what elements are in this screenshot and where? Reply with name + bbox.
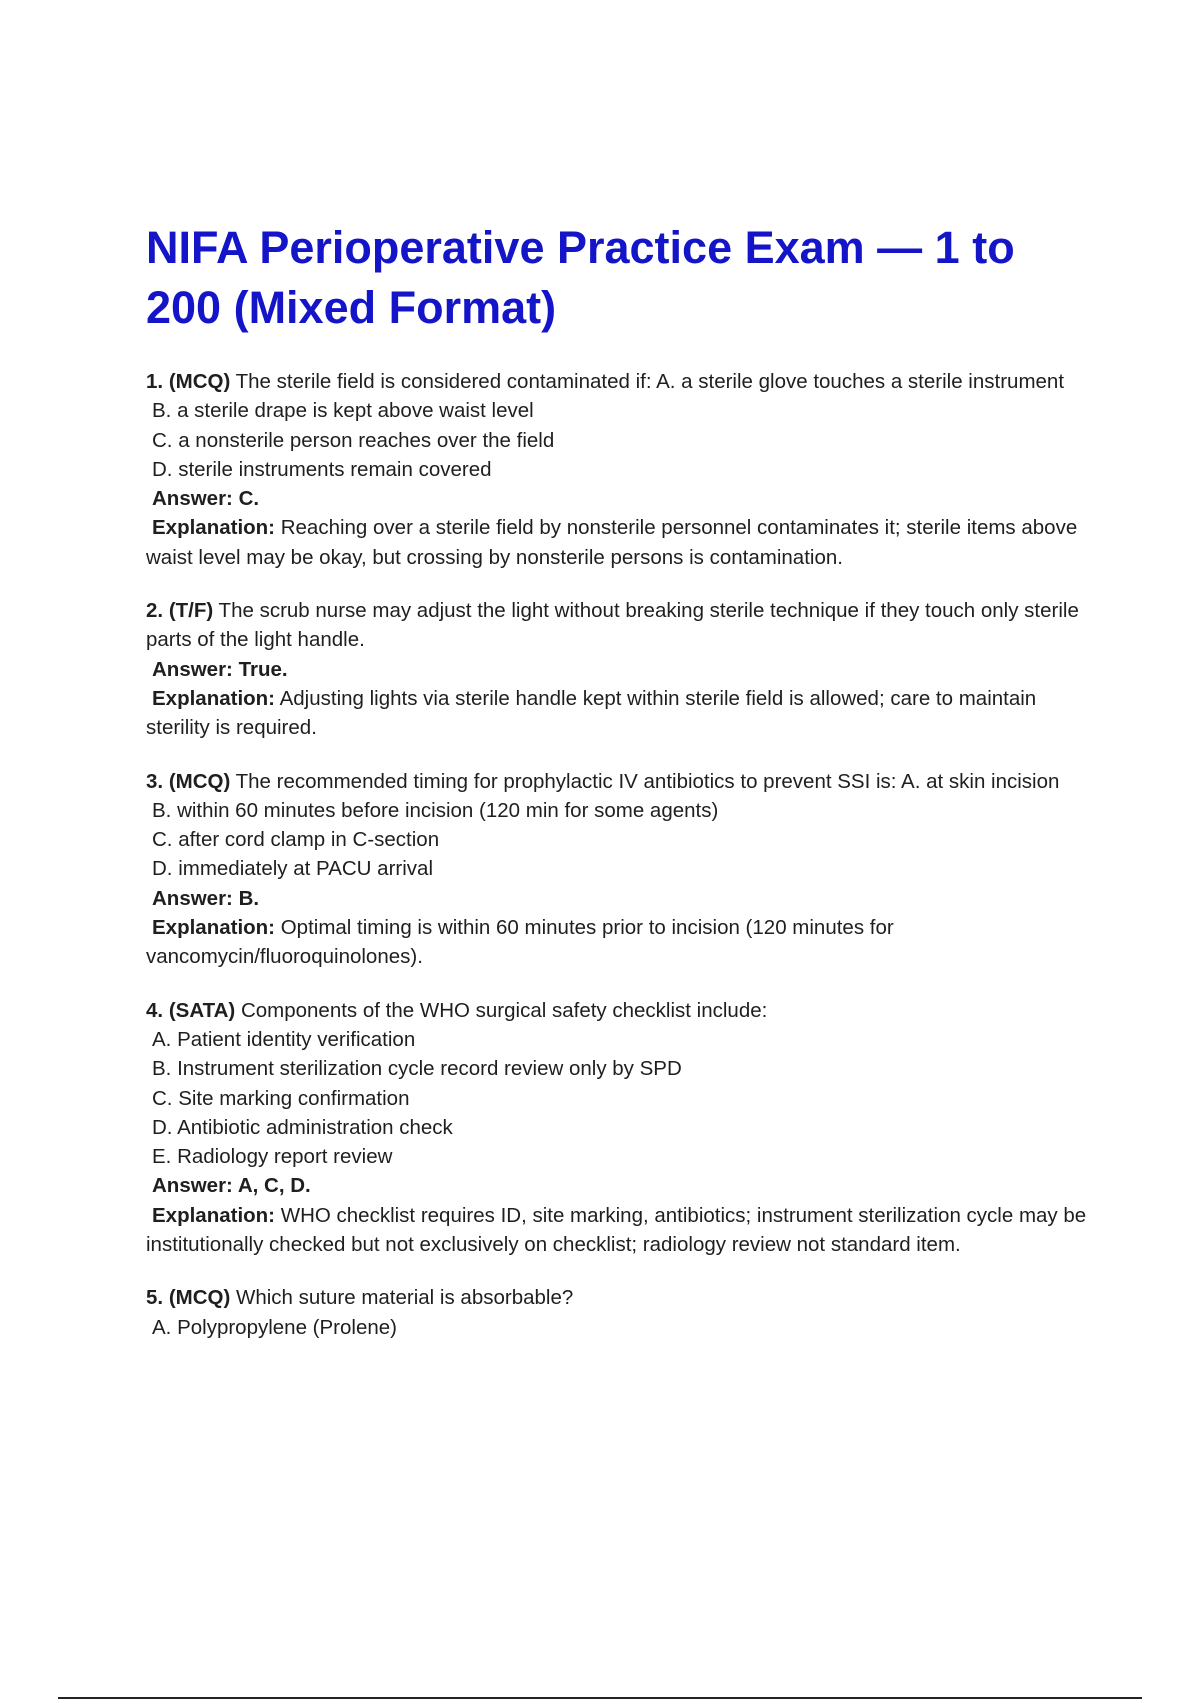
explanation-text: Optimal timing is within 60 minutes prior to incision (120 minutes for vancomycin/fluoroquinolones). — [146, 916, 894, 969]
question-number: 3. — [146, 769, 164, 793]
question-stem — [146, 367, 1091, 396]
question-type: (MCQ) — [168, 370, 231, 393]
question-4 — [146, 996, 1091, 1260]
footer-divider — [58, 1697, 1142, 1699]
answer: Answer: C. — [152, 487, 260, 511]
option: D. immediately at PACU arrival — [152, 857, 433, 881]
question-number: 5. — [146, 1286, 164, 1310]
question-number: 2. — [146, 599, 164, 623]
option: A. Polypropylene (Prolene) — [152, 1315, 397, 1339]
explanation-label: Explanation: — [152, 686, 276, 710]
question-type: (MCQ) — [168, 769, 231, 793]
option: C. a nonsterile person reaches over the field — [152, 428, 555, 452]
answer: Answer: A, C, D. — [152, 1174, 311, 1198]
question-text: The recommended timing for prophylactic IV antibiotics to prevent SSI is: A. at skin incision — [235, 769, 1060, 793]
question-3 — [146, 767, 1091, 972]
question-type: (SATA) — [168, 998, 236, 1022]
question-2 — [146, 596, 1091, 742]
option: C. Site marking confirmation — [152, 1086, 410, 1110]
option: B. a sterile drape is kept above waist level — [152, 399, 534, 423]
question-stem — [146, 767, 1091, 796]
question-stem — [146, 1283, 1091, 1312]
explanation-label: Explanation: — [152, 1203, 276, 1227]
option: B. Instrument sterilization cycle record review only by SPD — [152, 1057, 682, 1081]
question-1 — [146, 367, 1091, 572]
explanation-text: Adjusting lights via sterile handle kept within sterile field is allowed; care to maintain sterility is required. — [146, 686, 1037, 740]
option: A. Patient identity verification — [152, 1027, 416, 1051]
question-text: The scrub nurse may adjust the light without breaking sterile technique if they touch only sterile parts of the light handle. — [146, 599, 1079, 652]
page-title: NIFA Perioperative Practice Exam — 1 to 200 (Mixed Format) — [146, 222, 1015, 333]
option: B. within 60 minutes before incision (120 min for some agents) — [152, 798, 719, 822]
question-list — [146, 367, 1091, 1366]
explanation-text: Reaching over a sterile field by nonsterile personnel contaminates it; sterile items above waist level may be okay, but crossing by nonsterile persons is contamination. — [146, 516, 1078, 569]
question-stem — [146, 596, 1091, 655]
option: D. Antibiotic administration check — [152, 1115, 453, 1139]
explanation-text: WHO checklist requires ID, site marking, antibiotics; instrument sterilization cycle may be institutionally checked but not exclusively on checklist; radiology review not standard item. — [146, 1203, 1087, 1257]
option: C. after cord clamp in C-section — [152, 828, 440, 852]
explanation — [146, 1201, 1091, 1260]
explanation-label: Explanation: — [152, 916, 276, 940]
answer: Answer: True. — [152, 657, 288, 681]
question-text: Which suture material is absorbable? — [236, 1286, 574, 1310]
question-type: (MCQ) — [168, 1286, 231, 1310]
question-type: (T/F) — [168, 599, 214, 623]
question-text: Components of the WHO surgical safety checklist include: — [240, 998, 768, 1022]
explanation — [146, 913, 1091, 972]
question-stem — [146, 996, 1091, 1025]
explanation — [146, 684, 1091, 743]
explanation — [146, 513, 1091, 572]
explanation-label: Explanation: — [152, 516, 276, 540]
question-number: 1. — [146, 370, 164, 393]
option: D. sterile instruments remain covered — [152, 457, 492, 481]
question-text: The sterile field is considered contaminated if: A. a sterile glove touches a sterile instrument — [235, 370, 1065, 393]
answer: Answer: B. — [152, 886, 260, 910]
question-5 — [146, 1283, 1091, 1342]
option: E. Radiology report review — [152, 1145, 393, 1169]
question-number: 4. — [146, 998, 164, 1022]
